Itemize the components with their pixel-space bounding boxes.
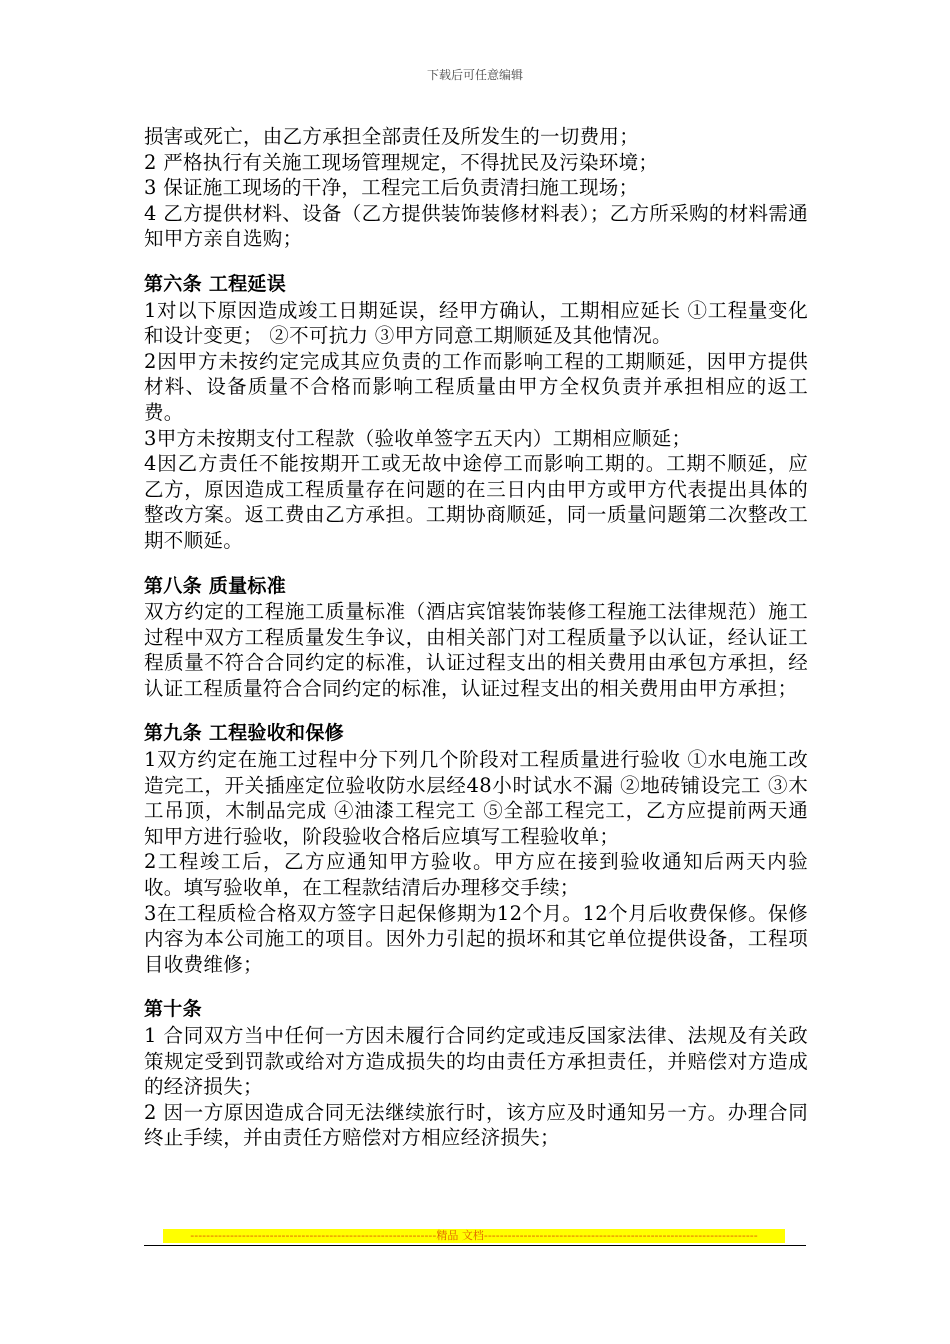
document-body [144, 124, 808, 1151]
paragraph: 2工程竣工后，乙方应通知甲方验收。甲方应在接到验收通知后两天内验收。填写验收单，在工程款结清后办理移交手续； [144, 850, 808, 900]
paragraph: 1 合同双方当中任何一方因未履行合同约定或违反国家法律、法规及有关政策规定受到罚款或给对方造成损失的均由责任方承担责任，并赔偿对方造成的经济损失； [144, 1024, 808, 1099]
footer-banner: --------------------------------------------------------------精品 文档--------------------------------------------------------------------- [163, 1229, 785, 1243]
paragraph: 2 严格执行有关施工现场管理规定，不得扰民及污染环境； [144, 150, 659, 174]
section-heading: 第八条 质量标准 [144, 574, 287, 597]
section-spacer [144, 977, 808, 997]
section-heading: 第六条 工程延误 [144, 272, 287, 295]
section-heading: 第十条 [144, 998, 202, 1021]
paragraph: 1对以下原因造成竣工日期延误，经甲方确认，工期相应延长 ①工程量变化和设计变更； ②不可抗力 ③甲方同意工期顺延及其他情况。 [144, 298, 808, 348]
paragraph: 1双方约定在施工过程中分下列几个阶段对工程质量进行验收 ①水电施工改造完工，开关插座定位验收防水层经48小时试水不漏 ②地砖铺设完工 ③木工吊顶，木制品完成 ④油漆工程完工 ⑤全部工程完工，乙方应提前两天通知甲方进行验收，阶段验收合格后应填写工程验收单； [144, 748, 808, 848]
paragraph: 双方约定的工程施工质量标准（酒店宾馆装饰装修工程施工法律规范）施工过程中双方工程质量发生争议，由相关部门对工程质量予以认证，经认证工程质量不符合合同约定的标准，认证过程支出的相关费用由承包方承担，经认证工程质量符合合同约定的标准，认证过程支出的相关费用由甲方承担； [144, 600, 808, 700]
paragraph: 2因甲方未按约定完成其应负责的工作而影响工程的工期顺延，因甲方提供材料、设备质量不合格而影响工程质量由甲方全权负责并承担相应的返工费。 [144, 349, 808, 424]
paragraph: 3甲方未按期支付工程款（验收单签字五天内）工期相应顺延； [144, 426, 692, 450]
section-heading: 第九条 工程验收和保修 [144, 722, 344, 745]
paragraph: 3在工程质检合格双方签字日起保修期为12个月。12个月后收费保修。保修内容为本公司施工的项目。因外力引起的损坏和其它单位提供设备，工程项目收费维修； [144, 901, 808, 976]
paragraph: 损害或死亡，由乙方承担全部责任及所发生的一切费用； [144, 125, 640, 148]
page-header: 下载后可任意编辑 [426, 68, 523, 82]
paragraph: 4因乙方责任不能按期开工或无故中途停工而影响工期的。工期不顺延，应乙方，原因造成工程质量存在问题的在三日内由甲方或甲方代表提出具体的整改方案。返工费由乙方承担。工期协商顺延，同一质量问题第二次整改工期不顺延。 [144, 452, 808, 552]
section-spacer [144, 701, 808, 721]
paragraph: 4 乙方提供材料、设备（乙方提供装饰装修材料表）；乙方所采购的材料需通知甲方亲自选购； [144, 201, 808, 251]
paragraph: 2 因一方原因造成合同无法继续旅行时，该方应及时通知另一方。办理合同终止手续，并由责任方赔偿对方相应经济损失； [144, 1100, 808, 1150]
paragraph: 3 保证施工现场的干净，工程完工后负责清扫施工现场； [144, 176, 639, 200]
section-spacer [144, 252, 808, 272]
section-spacer [144, 554, 808, 574]
footer-divider [144, 1245, 806, 1246]
